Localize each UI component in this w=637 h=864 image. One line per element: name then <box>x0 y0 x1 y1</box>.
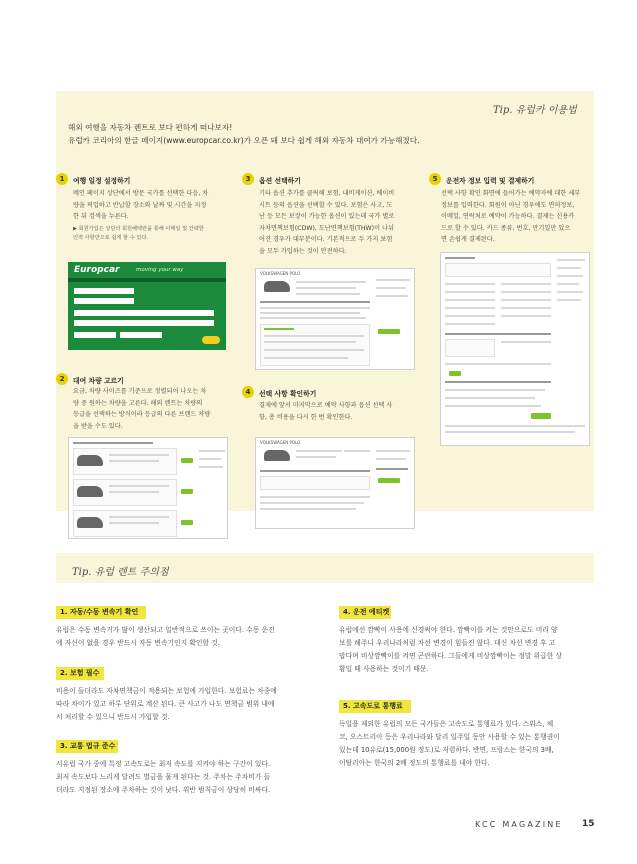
text-line <box>264 335 364 337</box>
step-3-line: 난 등 모든 보장이 가능한 옵션이 있는데 국가 별로 <box>259 213 395 220</box>
vehicle-list-screenshot <box>68 437 228 539</box>
europcar-nav <box>68 278 226 282</box>
text-line <box>264 357 348 359</box>
driving-tips-title: Tip. 유럽 렌트 주의점 <box>72 567 169 578</box>
tip-1-line: 에 자신이 없을 경우 반드시 자동 변속기인지 확인할 것. <box>56 639 220 647</box>
europcar-slogan: moving your way <box>136 267 184 273</box>
info-box <box>445 263 551 277</box>
car-image <box>77 517 103 528</box>
tip-1-line: 유럽은 수동 변속기가 많이 생산되고 일반적으로 쓰이는 곳이다. 수동 운전 <box>56 626 275 634</box>
total-line <box>376 468 408 470</box>
text-line <box>260 508 356 510</box>
select-button <box>181 458 193 463</box>
text-line <box>109 522 159 524</box>
pickup-input <box>74 288 134 294</box>
apply-button <box>449 371 461 376</box>
tip-title: Tip. 유럽카 이용법 <box>493 105 577 116</box>
text-line <box>344 450 370 452</box>
confirm-button <box>378 478 400 483</box>
section-rule <box>445 333 551 335</box>
field-line <box>445 323 495 325</box>
step-4-line: 항, 총 비용을 다시 한 번 확인한다. <box>259 413 353 421</box>
field-line <box>445 307 495 309</box>
card-box <box>445 339 495 357</box>
summary-line <box>557 259 585 261</box>
step-4-line: 결제에 앞서 마지막으로 예약 사항과 옵션 선택 사 <box>259 402 393 409</box>
summary-line <box>557 267 581 269</box>
step-2-line: 량 중 원하는 차량을 고른다. 해외 렌트는 차량의 <box>73 399 203 407</box>
step-2-badge: 2 <box>56 373 68 385</box>
text-line <box>260 317 366 319</box>
book-now-button <box>531 413 551 419</box>
step-1-badge: 1 <box>56 173 68 185</box>
tip-4-heading: 4. 운전 에티켓 <box>339 606 391 619</box>
field-line <box>445 405 541 407</box>
step-2-title: 대여 차량 고르기 <box>73 377 124 385</box>
tip-3-line: 더라도 지정된 장소에 주차하는 것이 낫다. 위반 범칙금이 상당히 비싸다. <box>56 786 271 794</box>
text-line <box>296 281 366 283</box>
filter-line <box>199 466 223 468</box>
field-line <box>445 299 495 301</box>
text-line <box>260 307 370 309</box>
tip-5-line: 코, 오스트리아 등은 우리나라와 달리 일주일 동안 사용할 수 있는 통행권이 <box>339 733 560 741</box>
text-line <box>260 496 370 498</box>
time-input <box>120 332 162 338</box>
step-5-line: 드로 할 수 있다. 카드 종류, 번호, 만기일만 있으 <box>441 224 571 232</box>
field-line <box>445 363 551 365</box>
step-3-title: 옵션 선택하기 <box>259 177 301 185</box>
return-location-input <box>74 320 214 326</box>
magazine-name: KCC MAGAZINE <box>475 820 563 829</box>
intro-line-1: 해외 여행을 자동차 렌트로 보다 편하게 떠나보자! <box>68 123 233 132</box>
car-image <box>264 281 290 292</box>
list-header <box>73 442 153 444</box>
options-screenshot <box>255 268 415 370</box>
field-line <box>501 283 551 285</box>
option-heading <box>264 328 294 330</box>
step-4-badge: 4 <box>242 386 254 398</box>
step-5-body <box>441 188 580 246</box>
tip-3-text <box>56 758 314 797</box>
step-3-line: 을 모두 가입하는 것이 안전하다. <box>259 247 347 255</box>
field-line <box>445 389 545 391</box>
page-number: 15 <box>582 819 595 829</box>
car-name: VOLKSWAGEN POLO <box>260 440 301 445</box>
tip-4-line: 맙다며 비상깜빡이를 켜면 곤란하다. 그들에게 비상깜빡이는 정말 위급한 상 <box>339 652 562 660</box>
field-line <box>501 307 551 309</box>
summary-line <box>557 275 583 277</box>
field-line <box>501 291 551 293</box>
step-1-note-line: ▶ 회원가입은 상단의 회원혜택란을 통해 이메일 및 간략한 <box>73 226 204 232</box>
step-1-line: 량을 픽업하고 반납할 장소와 날짜 및 시간을 지정 <box>73 201 207 209</box>
text-line <box>260 502 364 504</box>
section-rule <box>260 470 370 472</box>
field-line <box>445 397 535 399</box>
text-line <box>264 341 356 343</box>
section-rule <box>445 381 551 383</box>
step-3-badge: 3 <box>242 173 254 185</box>
europcar-logo: Europcar <box>74 265 120 275</box>
step-5-badge: 5 <box>429 173 441 185</box>
tip-2-line: 비용이 들더라도 자차면책금이 적용되는 보험에 가입한다. 보험료는 차종에 <box>56 687 277 695</box>
step-5-line: 면 손쉽게 결제된다. <box>441 236 495 243</box>
step-3-line: 어진 경우가 대부분이다. 기본적으로 두 가지 보험 <box>259 236 393 243</box>
summary-line <box>557 291 583 293</box>
step-3-line: 시트 등의 옵션을 선택할 수 있다. 보험은 사고, 도 <box>259 201 393 209</box>
step-5-line: 이메일, 연락처로 예약이 가능하다. 결제는 신용카 <box>441 213 575 220</box>
car-image <box>77 486 103 497</box>
text-line <box>296 450 342 452</box>
tip-1-text <box>56 624 314 650</box>
step-2-body <box>73 386 210 432</box>
tip-4-line: 보를 해주니 우리나라처럼 차선 변경이 힘들진 않다. 대신 차선 변경 후 고 <box>339 639 556 647</box>
search-button <box>202 336 220 344</box>
field-line <box>501 299 551 301</box>
step-1-line: 한 뒤 검색을 누른다. <box>73 213 129 220</box>
tip-4-line: 유럽에선 깜빡이 사용에 신경써야 한다. 깜빡이를 켜는 것만으로도 미리 양 <box>339 626 558 634</box>
tip-5-heading: 5. 고속도로 통행료 <box>339 700 411 713</box>
terms-line <box>445 431 575 433</box>
summary-line <box>376 458 406 460</box>
tip-2-line: 따라 차이가 있고 하루 단위로 계산 된다. 큰 사고가 나도 면책금 범위 내에 <box>56 700 275 708</box>
step-5-line: 정보를 입력한다. 회원이 아닌 경우에도 면허정보, <box>441 201 575 209</box>
intro-line-2: 유럽카 코리아의 한글 페이지(www.europcar.co.kr)가 오픈 돼 보다 쉽게 해외 자동차 대여가 가능해졌다. <box>68 136 420 145</box>
text-line <box>109 454 169 456</box>
step-1-line: 메인 페이지 상단에서 방문 국가를 선택한 다음, 차 <box>73 190 209 197</box>
field-line <box>501 315 551 317</box>
option-row <box>260 476 370 490</box>
form-title <box>445 257 475 259</box>
step-3-line: 자차면책보험(CDW), 도난면책보험(THW)이 나뉘 <box>259 224 394 232</box>
tip-2-heading: 2. 보험 필수 <box>56 667 104 680</box>
intro-text <box>68 121 588 147</box>
tip-2-text <box>56 685 314 724</box>
step-5-title: 운전자 정보 입력 및 결제하기 <box>446 177 535 185</box>
field-line <box>445 315 495 317</box>
filter-line <box>199 458 221 460</box>
text-line <box>264 349 364 351</box>
tip-2-line: 서 처리할 수 있으니 반드시 가입할 것. <box>56 713 170 721</box>
filter-line <box>199 450 225 452</box>
confirmation-screenshot <box>255 437 415 529</box>
section-rule <box>260 301 370 303</box>
step-2-line: 을 받을 수도 있다. <box>73 422 123 430</box>
tip-5-line: 있는데 10유로(15,000원 정도)로 저렴하다. 반면, 프랑스는 한국의 3배, <box>339 746 554 754</box>
field-line <box>445 291 495 293</box>
location-input <box>74 310 214 316</box>
summary-line <box>557 283 579 285</box>
step-1-note-line: 인적 사항만으로 쉽게 할 수 있다. <box>73 234 149 241</box>
text-line <box>109 485 169 487</box>
summary-line <box>376 287 406 289</box>
tip-5-line: 이탈리아는 한국의 2배 정도의 통행료를 내야 한다. <box>339 759 490 767</box>
step-4-body <box>259 400 392 423</box>
tip-5-text <box>339 718 597 770</box>
step-2-line: 등급을 선택하는 방식이라 등급의 다른 브랜드 차량 <box>73 411 211 418</box>
text-line <box>296 456 336 458</box>
summary-line <box>557 299 581 301</box>
step-5-line: 선택 사항 확인 화면에 들어가는 예약자에 대한 세부 <box>441 190 581 197</box>
terms-line <box>445 425 585 427</box>
text-line <box>296 287 356 289</box>
step-1-body <box>73 188 208 223</box>
step-1-note <box>73 225 204 242</box>
summary-line <box>376 450 410 452</box>
tip-4-text <box>339 624 597 676</box>
tip-4-line: 황일 때 사용하는 것이기 때문. <box>339 665 429 673</box>
text-line <box>109 516 169 518</box>
car-name: VOLKSWAGEN POLO <box>260 271 301 276</box>
insurance-box <box>260 324 370 366</box>
tip-3-heading: 3. 교통 법규 준수 <box>56 740 118 753</box>
tip-5-line: 독일을 제외한 유럽의 모든 국가들은 고속도로 통행료가 있다. 스위스, 체 <box>339 720 554 728</box>
step-2-line: 요금, 차량 사이즈를 기준으로 정렬되어 나오는 차 <box>73 388 207 395</box>
tip-3-line: 서유럽 국가 중에 특정 고속도로는 최저 속도를 지켜야 하는 구간이 있다. <box>56 760 271 768</box>
tip-3-line: 최저 속도보다 느리게 달려도 벌금을 물게 된다는 것. 주차는 주차비가 들 <box>56 773 271 781</box>
payment-screenshot <box>440 252 590 446</box>
summary-line <box>376 295 408 297</box>
field-line <box>445 283 495 285</box>
select-button <box>181 489 193 494</box>
continue-button <box>378 329 400 334</box>
car-image <box>264 450 290 461</box>
step-1-title: 여행 일정 설정하기 <box>73 177 131 185</box>
return-input <box>74 298 134 304</box>
field-line <box>501 341 551 343</box>
summary-line <box>376 279 410 281</box>
text-line <box>296 293 360 295</box>
tip-1-heading: 1. 자동/수동 변속기 확인 <box>56 606 146 619</box>
step-3-line: 기타 옵션 추가를 클릭해 보험, 내비게이션, 베이비 <box>259 190 395 197</box>
step-4-title: 선택 사항 확인하기 <box>259 390 317 398</box>
text-line <box>109 491 159 493</box>
text-line <box>109 460 159 462</box>
car-image <box>77 455 103 466</box>
select-button <box>181 520 193 525</box>
text-line <box>260 312 360 314</box>
step-3-body <box>259 188 394 257</box>
europcar-screenshot <box>68 262 226 350</box>
date-input <box>74 332 116 338</box>
